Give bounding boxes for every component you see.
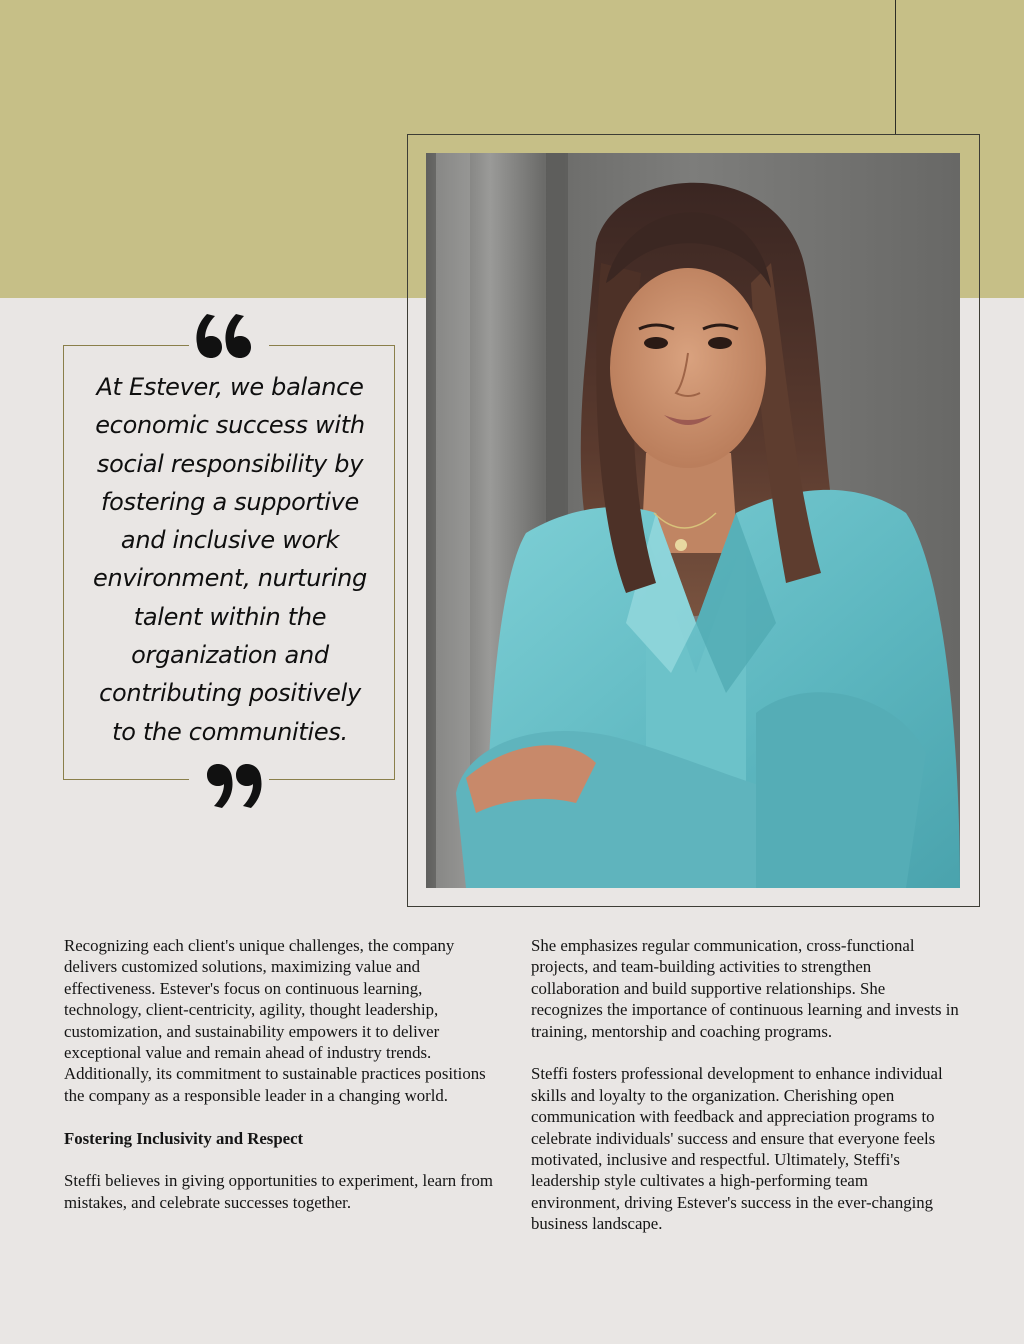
quote-line: organization and	[131, 641, 329, 670]
quote-line: contributing positively	[99, 679, 361, 708]
section-heading: Fostering Inclusivity and Respect	[64, 1128, 304, 1148]
quote-text	[80, 368, 380, 751]
portrait-photo	[426, 153, 960, 888]
body-paragraph: She emphasizes regular communication, cross-functional projects, and team-building activities to strengthen collaboration and build supportive relationships. She recognizes the importance of continuous learning and invests in training, mentorship and coaching programs.	[531, 936, 959, 1041]
open-quote-icon	[189, 310, 269, 362]
right-text-column	[531, 935, 961, 1235]
quote-line: environment, nurturing	[93, 564, 367, 593]
left-text-column	[64, 935, 496, 1213]
close-quote-icon-glyph	[189, 760, 269, 812]
quote-line: At Estever, we balance	[96, 373, 364, 401]
body-paragraph: Steffi fosters professional development to enhance individual skills and loyalty to the organization. Cherishing open communication with feedback and appreciation programs to celebrate individuals' success and ensure that everyone feels motivated, inclusive and respectful. Ultimately, Steffi's leadership style cultivates a high-performing team environment, driving Estever's success in the ever-changing business landscape.	[531, 1064, 943, 1234]
close-quote-icon	[189, 760, 269, 812]
quote-line: to the communities.	[112, 717, 348, 746]
quote-line: fostering a supportive	[101, 487, 359, 516]
quote-line: and inclusive work	[120, 526, 340, 555]
body-paragraph: Recognizing each client's unique challenges, the company delivers customized solutions, maximizing value and effectiveness. Estever's focus on continuous learning, technology, client-centricity, agility, thought leadership, customization, and sustainability empowers it to deliver exceptional value and remain ahead of industry trends. Additionally, its commitment to sustainable practices positions the company as a responsible leader in a changing world.	[64, 936, 486, 1105]
body-paragraph: Steffi believes in giving opportunities to experiment, learn from mistakes, and celebrate successes together.	[64, 1171, 493, 1212]
quote-line: economic success with	[95, 411, 365, 440]
quote-line: talent within the	[133, 602, 327, 631]
open-quote-icon-glyph	[189, 310, 269, 362]
decorative-vertical-line	[895, 0, 896, 134]
quote-line: social responsibility by	[96, 449, 364, 478]
portrait-illustration	[426, 153, 960, 888]
